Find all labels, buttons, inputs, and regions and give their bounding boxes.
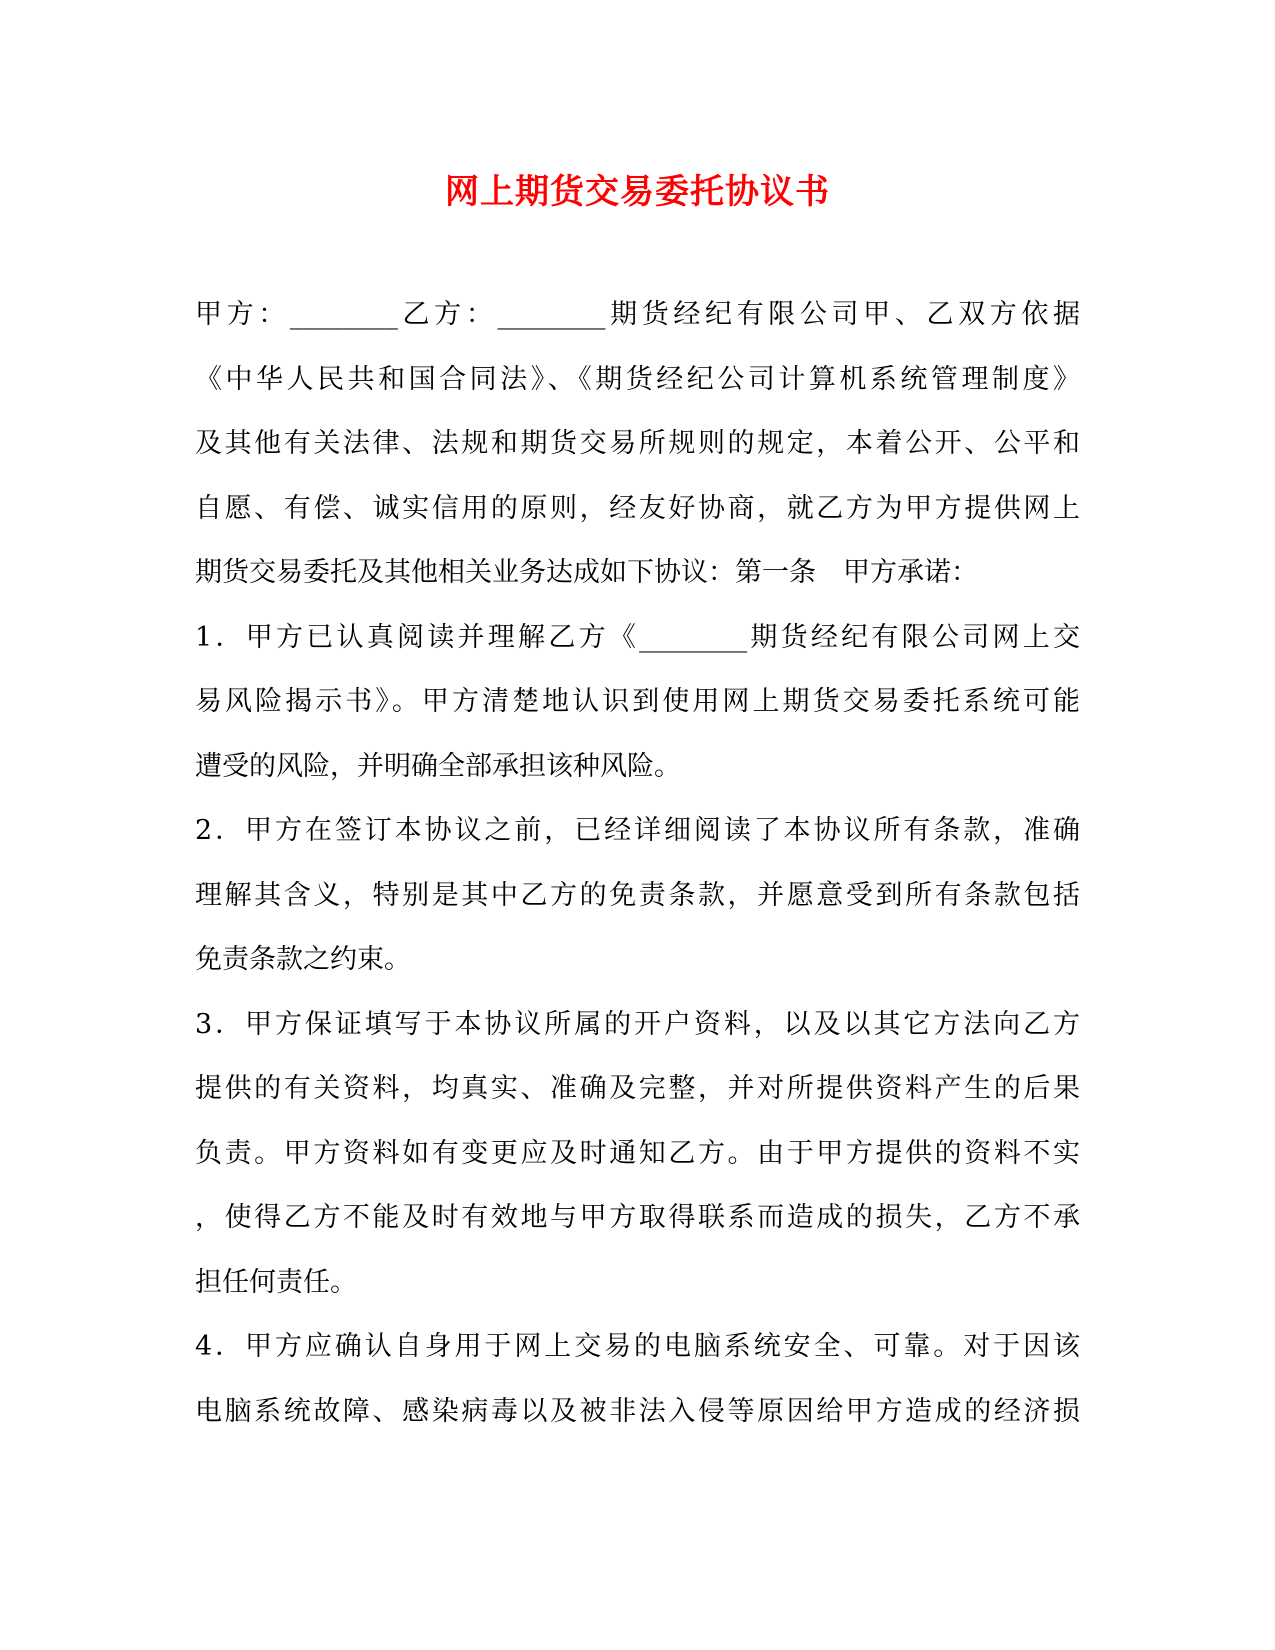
text-line: 易风险揭示书》。甲方清楚地认识到使用网上期货交易委托系统可能 bbox=[195, 686, 1080, 717]
text-line: 免责条款之约束。 bbox=[195, 944, 411, 975]
text-line: 1．甲方已认真阅读并理解乙方《________期货经纪有限公司网上交 bbox=[195, 621, 1080, 653]
text-line: 2．甲方在签订本协议之前，已经详细阅读了本协议所有条款，准确 bbox=[195, 815, 1080, 846]
text-line: 提供的有关资料，均真实、准确及完整，并对所提供资料产生的后果 bbox=[195, 1073, 1080, 1104]
text-line: 期货交易委托及其他相关业务达成如下协议：第一条 甲方承诺： bbox=[195, 557, 978, 588]
text-line: 自愿、有偿、诚实信用的原则，经友好协商，就乙方为甲方提供网上 bbox=[195, 492, 1080, 524]
text-line: 甲方：________乙方：________期货经纪有限公司甲、乙双方依据 bbox=[195, 299, 1080, 330]
text-line: 理解其含义，特别是其中乙方的免责条款，并愿意受到所有条款包括 bbox=[195, 879, 1080, 911]
text-line: 《中华人民共和国合同法》、《期货经纪公司计算机系统管理制度》 bbox=[195, 363, 1080, 395]
text-line: ，使得乙方不能及时有效地与甲方取得联系而造成的损失，乙方不承 bbox=[195, 1202, 1080, 1233]
document-title: 网上期货交易委托协议书 bbox=[445, 172, 830, 212]
document-body bbox=[195, 283, 1080, 1444]
text-line: 电脑系统故障、感染病毒以及被非法入侵等原因给甲方造成的经济损 bbox=[195, 1395, 1080, 1427]
text-line: 担任何责任。 bbox=[195, 1266, 357, 1298]
text-line: 负责。甲方资料如有变更应及时通知乙方。由于甲方提供的资料不实 bbox=[195, 1137, 1080, 1169]
text-line: 3．甲方保证填写于本协议所属的开户资料，以及以其它方法向乙方 bbox=[195, 1008, 1080, 1040]
text-line: 4．甲方应确认自身用于网上交易的电脑系统安全、可靠。对于因该 bbox=[195, 1331, 1080, 1362]
text-line: 及其他有关法律、法规和期货交易所规则的规定，本着公开、公平和 bbox=[195, 428, 1080, 459]
text-line: 遭受的风险，并明确全部承担该种风险。 bbox=[195, 750, 681, 782]
